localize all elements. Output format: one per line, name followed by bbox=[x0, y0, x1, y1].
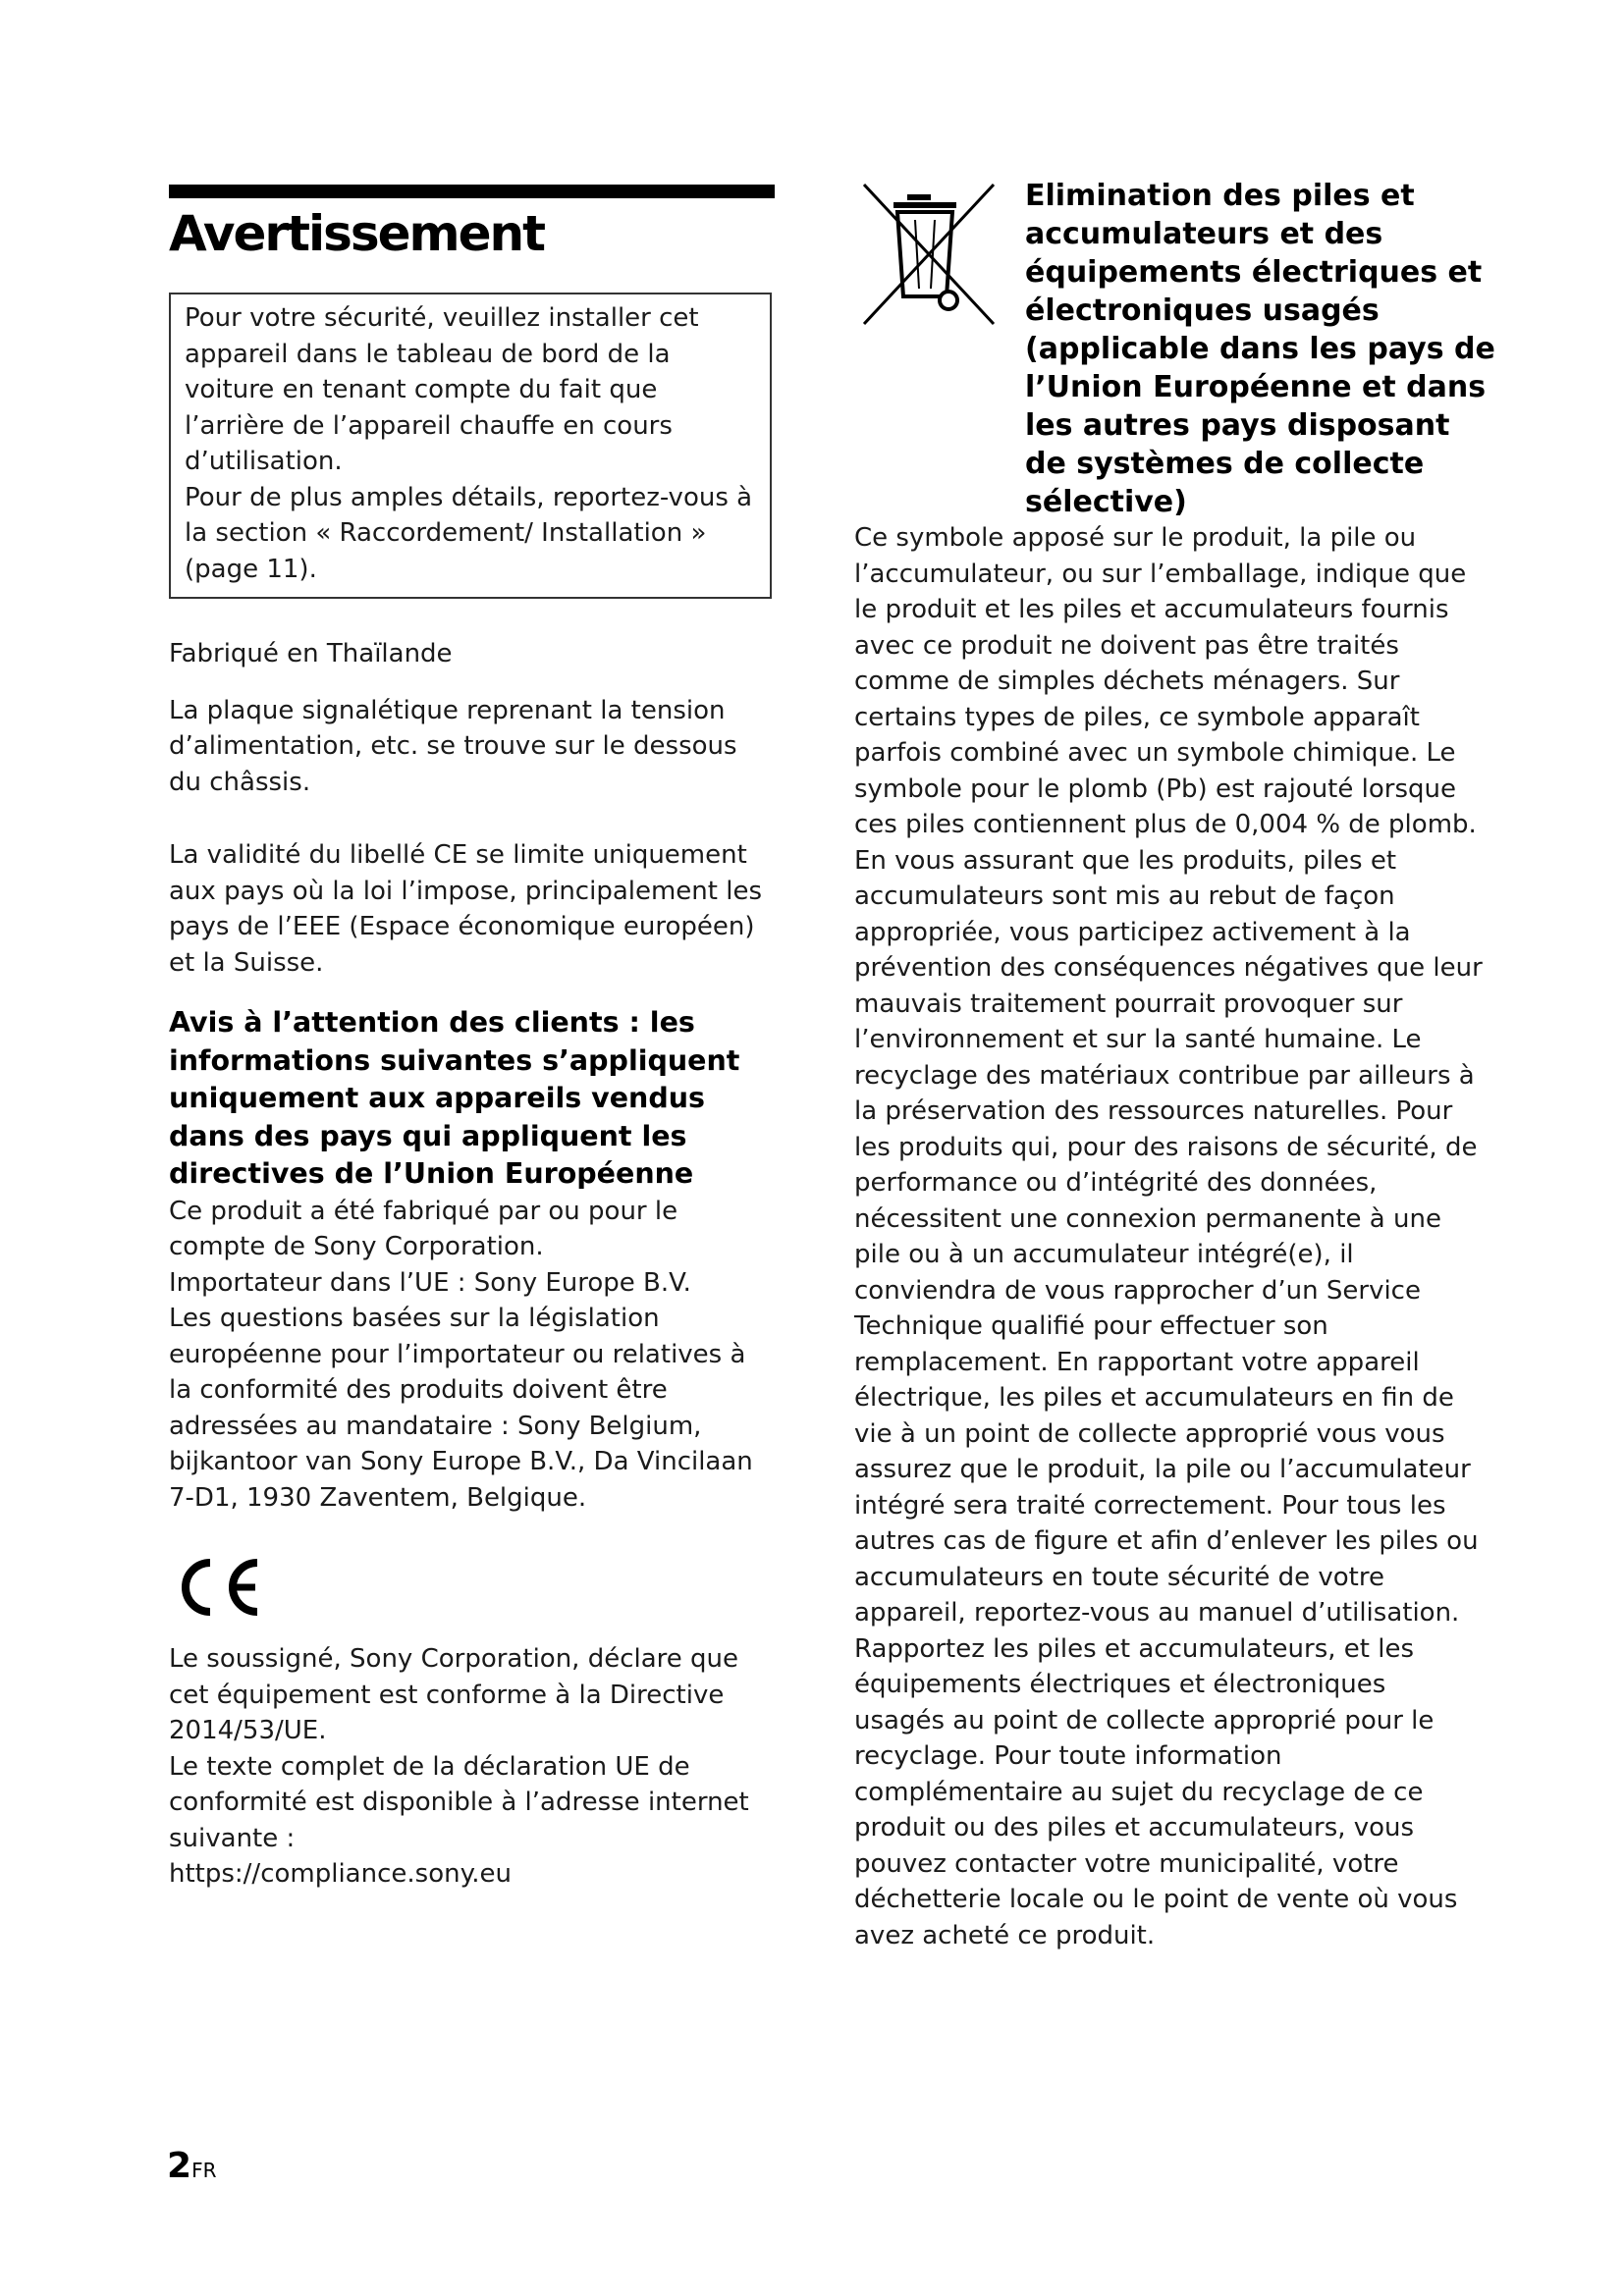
page-number bbox=[167, 2146, 216, 2186]
warning-text-2: Pour de plus amples détails, reportez-vous à la section « Raccordement/ Installation » (page 11). bbox=[185, 482, 753, 584]
page-language-suffix: FR bbox=[191, 2159, 217, 2182]
weee-heading: Elimination des piles et accumulateurs et des équipements électriques et électroniques usagés (applicable dans les pays de l’Union Européenne et dans les autres pays disposant de systèmes de collecte sélective) bbox=[1025, 179, 1495, 519]
title-rule bbox=[169, 185, 775, 198]
eu-notice-heading: Avis à l’attention des clients : les informations suivantes s’appliquent uniquement aux appareils vendus dans des pays qui appliquent les directives de l’Union Européenne bbox=[169, 1006, 740, 1190]
crossed-out-wheelie-bin-icon bbox=[856, 181, 1001, 328]
eu-importer-text: Importateur dans l’UE : Sony Europe B.V. bbox=[169, 1267, 691, 1298]
nameplate-text: La plaque signalétique reprenant la tension d’alimentation, etc. se trouve sur le dessous du châssis. bbox=[169, 695, 737, 797]
eu-representative-text: Les questions basées sur la législation européenne pour l’importateur ou relatives à la conformité des produits doivent être adressées au mandataire : Sony Belgium, bijkantoor van Sony Europe B.V., Da Vincilaan 7-D1, 1930 Zaventem, Belgique. bbox=[169, 1304, 753, 1513]
eu-manufacturer-text: Ce produit a été fabriqué par ou pour le compte de Sony Corporation. bbox=[169, 1196, 678, 1261]
declaration-text: Le soussigné, Sony Corporation, déclare que cet équipement est conforme à la Directive 2014/53/UE. bbox=[169, 1644, 739, 1745]
ce-mark-icon bbox=[169, 1553, 267, 1622]
left-column bbox=[169, 636, 774, 1893]
right-column bbox=[854, 520, 1483, 1953]
warning-box bbox=[169, 293, 772, 599]
warning-text-1: Pour votre sécurité, veuillez installer cet appareil dans le tableau de bord de la voiture en tenant compte du fait que l’arrière de l’appareil chauffe en cours d’utilisation. bbox=[185, 303, 699, 476]
compliance-url-link[interactable]: https://compliance.sony.eu bbox=[169, 1859, 512, 1889]
ce-validity-text: La validité du libellé CE se limite uniquement aux pays où la loi l’impose, principalement les pays de l’EEE (Espace économique européen) et la Suisse. bbox=[169, 840, 763, 978]
page-title: Avertissement bbox=[169, 205, 545, 262]
page-number-value: 2 bbox=[167, 2146, 192, 2186]
declaration-availability-text: Le texte complet de la déclaration UE de conformité est disponible à l’adresse internet suivante : bbox=[169, 1751, 749, 1853]
weee-body-text: Ce symbole apposé sur le produit, la pile ou l’accumulateur, ou sur l’emballage, indique que le produit et les piles et accumulateurs fournis avec ce produit ne doivent pas être traités comme de simples déchets ménagers. Sur certains types de piles, ce symbole apparaît parfois combiné avec un symbole chimique. Le symbole pour le plomb (Pb) est rajouté lorsque ces piles contiennent plus de 0,004 % de plomb. En vous assurant que les produits, piles et accumulateurs sont mis au rebut de façon appropriée, vous participez activement à la prévention des conséquences négatives que leur mauvais traitement pourrait provoquer sur l’environnement et sur la santé humaine. Le recyclage des matériaux contribue par ailleurs à la préservation des ressources naturelles. Pour les produits qui, pour des raisons de sécurité, de performance ou d’intégrité des données, nécessitent une connexion permanente à une pile ou à un accumulateur intégré(e), il conviendra de vous rapprocher d’un Service Technique qualifié pour effectuer son remplacement. En rapportant votre appareil électrique, les piles et accumulateurs en fin de vie à un point de collecte approprié vous vous assurez que le produit, la pile ou l’accumulateur intégré sera traité correctement. Pour tous les autres cas de figure et afin d’enlever les piles ou accumulateurs en toute sécurité de votre appareil, reportez-vous au manuel d’utilisation. Rapportez les piles et accumulateurs, et les équipements électriques et électroniques usagés au point de collecte approprié pour le recyclage. Pour toute information complémentaire au sujet du recyclage de ce produit ou des piles et accumulateurs, vous pouvez contacter votre municipalité, votre déchetterie locale ou le point de vente où vous avez acheté ce produit. bbox=[854, 523, 1483, 1950]
made-in-text: Fabriqué en Thaïlande bbox=[169, 639, 453, 668]
